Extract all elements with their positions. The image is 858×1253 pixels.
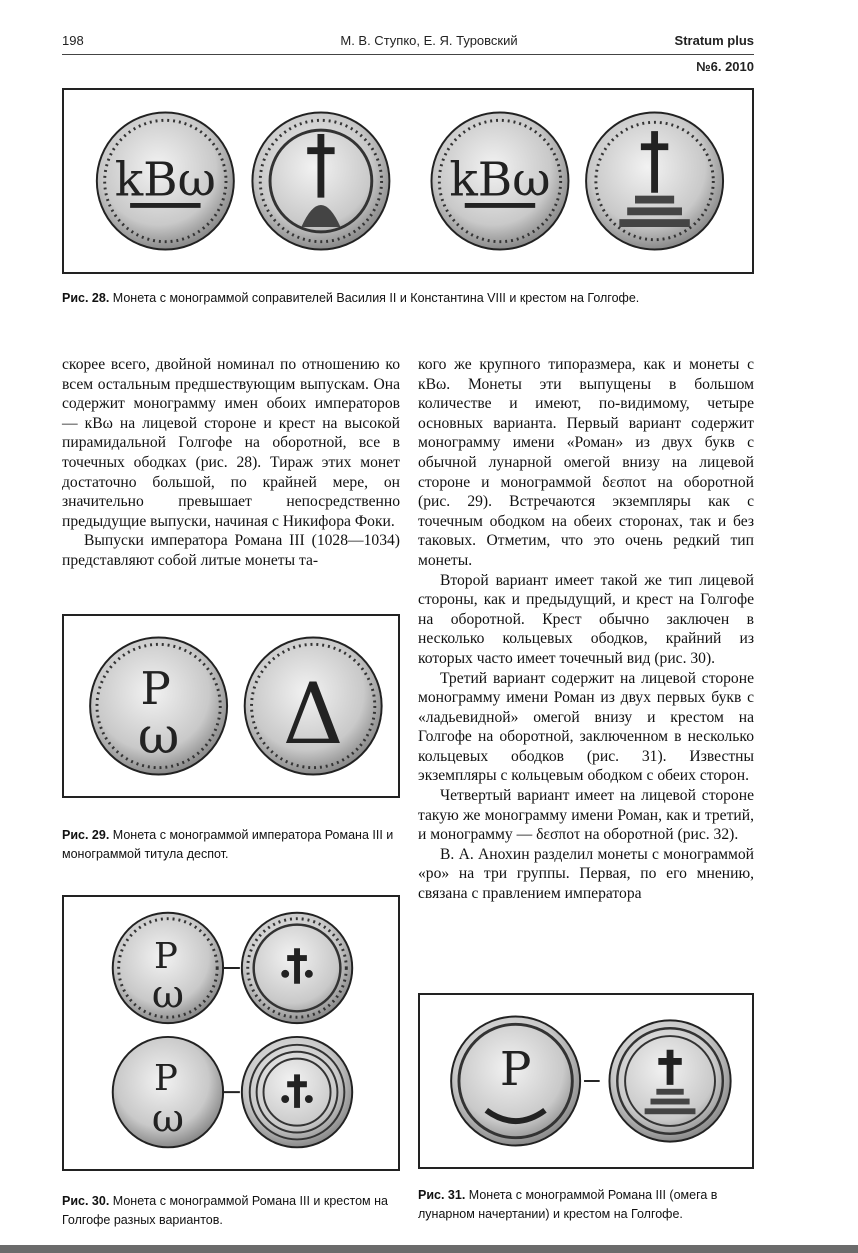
- figure-30-frame: [62, 895, 400, 1171]
- header-rule: [62, 54, 754, 55]
- issue-number: №6. 2010: [696, 59, 754, 74]
- right-column: [418, 355, 754, 904]
- figure-30-caption: [62, 1192, 400, 1230]
- figure-28-text: Монета с монограммой соправителей Василия II и Константина VIII и крестом на Голгофе.: [112, 291, 640, 305]
- coin-28-2-obverse: [431, 113, 568, 250]
- right-paragraph-2: Второй вариант имеет такой же тип лицевой стороны, как и предыдущий, и крест на Голгофе на оборотной. Крест обычно заключен в несколько кольцевых ободков, крайний из которых часто имеет точечный вид (рис. 30).: [418, 571, 754, 667]
- svg-text:P: P: [140, 662, 171, 716]
- figure-30-label: Рис. 30.: [62, 1194, 110, 1208]
- coin-28-2-reverse: [586, 113, 723, 250]
- coin-30-2-obverse: [113, 1037, 223, 1147]
- coin-30-1-reverse: [242, 913, 352, 1023]
- svg-text:ω: ω: [151, 971, 184, 1018]
- left-paragraph-2: Выпуски императора Романа III (1028—1034) представляют собой литые монеты та-: [62, 532, 400, 569]
- figure-29-image: [64, 616, 398, 796]
- coin-31-reverse: [609, 1020, 730, 1141]
- coin-28-1-obverse: [97, 113, 234, 250]
- right-paragraph-3: Третий вариант содержит на лицевой стороне монограмму имени Роман из двух первых букв с «ладьевидной» омегой внизу и крестом на Голгофе на оборотной, заключенном в несколько кольцевых ободков (рис. 31). Известны экземпляры с кольцевым ободком с обеих сторон.: [418, 669, 754, 785]
- right-paragraph-5: В. А. Анохин разделил монеты с монограммой «ро» на три группы. Первая, по его мнению, связана с правлением императора: [418, 845, 754, 903]
- coin-31-obverse: [451, 1017, 580, 1146]
- figure-31-caption: [418, 1186, 754, 1224]
- right-paragraph-4: Четвертый вариант имеет на лицевой стороне такую же монограмму имени Роман, как и третий, и монограмму — δεσποτ на оборотной (рис. 32).: [418, 787, 754, 844]
- page-number: 198: [62, 33, 84, 48]
- svg-text:kBω: kBω: [449, 152, 551, 208]
- figure-31-frame: [418, 993, 754, 1169]
- coin-28-1-reverse: [252, 113, 389, 250]
- figure-31-image: [420, 995, 752, 1167]
- figure-31-text: Монета с монограммой Романа III (омега в лунарном начертании) и крестом на Голгофе.: [418, 1188, 718, 1221]
- figure-29-label: Рис. 29.: [62, 828, 110, 842]
- figure-29-frame: [62, 614, 400, 798]
- coin-30-2-reverse: [242, 1037, 352, 1147]
- figure-29-caption: [62, 826, 400, 864]
- figure-29-text: Монета с монограммой императора Романа III и монограммой титула деспот.: [62, 828, 394, 861]
- figure-30-image: [64, 897, 398, 1169]
- figure-30-text: Монета с монограммой Романа III и крестом на Голгофе разных вариантов.: [62, 1194, 388, 1227]
- svg-text:ω: ω: [151, 1095, 184, 1142]
- running-authors: М. В. Ступко, Е. Я. Туровский: [340, 33, 518, 48]
- figure-31-label: Рис. 31.: [418, 1188, 466, 1202]
- coin-29-obverse: [90, 638, 227, 775]
- svg-text:P: P: [154, 1058, 178, 1100]
- left-paragraph-1: скорее всего, двойной номинал по отношению ко всем остальным предшествующим выпускам. Она содержит монограмму имен обоих императоров — кВω на лицевой стороне и крест на высокой пирамидальной Голгофе на оборотной, все в точечных ободках (рис. 28). Тираж этих монет достаточно большой, по крайней мере, он значительно превышает непосредственно предыдущие выпуски, начиная с Никифора Фоки.: [62, 356, 400, 530]
- figure-28-label: Рис. 28.: [62, 291, 110, 305]
- journal-title: Stratum plus: [674, 33, 754, 48]
- svg-text:P: P: [154, 935, 178, 977]
- svg-text:P: P: [499, 1041, 532, 1097]
- svg-text:ω: ω: [137, 705, 180, 765]
- svg-text:kBω: kBω: [114, 152, 216, 208]
- figure-28-frame: [62, 88, 754, 274]
- svg-text:Δ: Δ: [282, 665, 344, 764]
- figure-28-image: [64, 90, 752, 272]
- left-column: [62, 355, 400, 571]
- coin-30-1-obverse: [113, 913, 223, 1023]
- coin-29-reverse: [245, 638, 382, 775]
- figure-28-caption: [62, 289, 762, 308]
- page-bottom-edge: [0, 1245, 858, 1253]
- right-paragraph-1: кого же крупного типоразмера, как и монеты с кВω. Монеты эти выпущены в большом количестве и имеют, по-видимому, четыре основных варианта. Первый вариант содержит монограмму имени «Роман» из двух букв с обычной лунарной омегой внизу на лицевой стороне и монограммой δεσποτ на оборотной (рис. 29). Встречаются экземпляры как с точечным ободком на обеих сторонах, так и без таковых. Отметим, что это очень редкий тип монеты.: [418, 356, 754, 569]
